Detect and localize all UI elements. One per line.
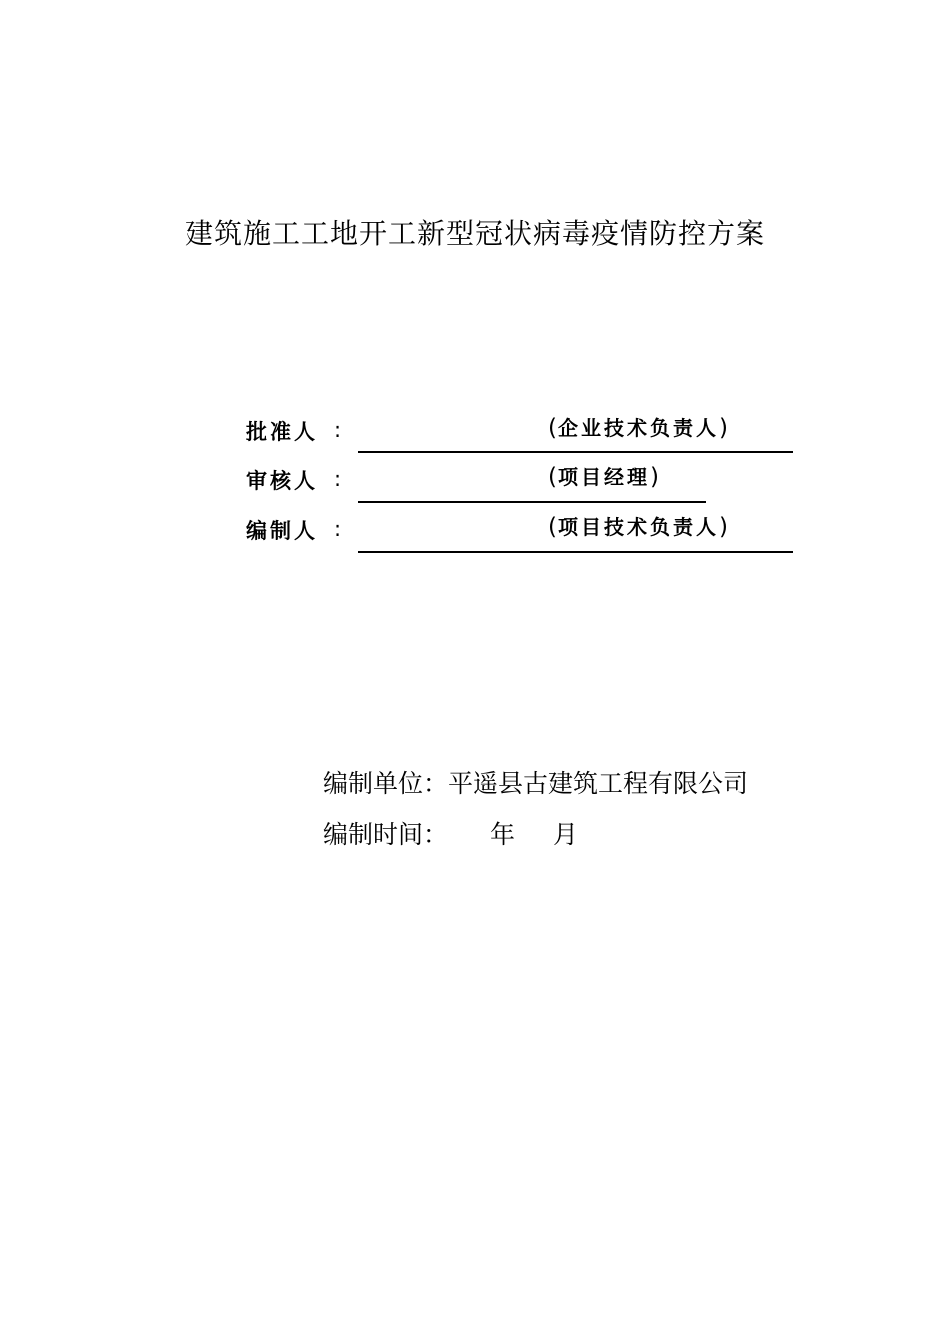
compiling-unit (323, 764, 748, 800)
reviewer-role-text: 项目经理 (557, 465, 650, 489)
approver-label: 批准人 (246, 420, 318, 444)
reviewer-role: (项目经理) (548, 464, 660, 490)
month-label: 月 (553, 820, 579, 849)
compiling-unit-label: 编制单位： (323, 769, 449, 798)
approver-colon: : (334, 418, 342, 442)
signature-row-compiler (0, 511, 950, 551)
compiler-role-text: 项目技术负责人 (557, 515, 719, 539)
reviewer-label: 审核人 (246, 469, 318, 493)
compiling-time-label: 编制时间： (323, 820, 449, 849)
year-label: 年 (490, 820, 516, 849)
compiler-label: 编制人 (246, 519, 318, 543)
document-title: 建筑施工工地开工新型冠状病毒疫情防控方案 (184, 217, 765, 250)
approver-role: (企业技术负责人) (548, 415, 729, 441)
compiler-colon: : (334, 517, 342, 541)
signature-row-reviewer (0, 461, 950, 501)
compiler-signature-line (358, 551, 793, 553)
approver-signature-line (358, 451, 793, 453)
signature-row-approver (0, 412, 950, 452)
reviewer-signature-line (358, 501, 706, 503)
approver-role-text: 企业技术负责人 (557, 416, 719, 440)
compiler-role: (项目技术负责人) (548, 514, 729, 540)
compiling-time (323, 815, 578, 851)
compiling-unit-value: 平遥县古建筑工程有限公司 (448, 769, 749, 798)
reviewer-colon: : (334, 467, 342, 491)
